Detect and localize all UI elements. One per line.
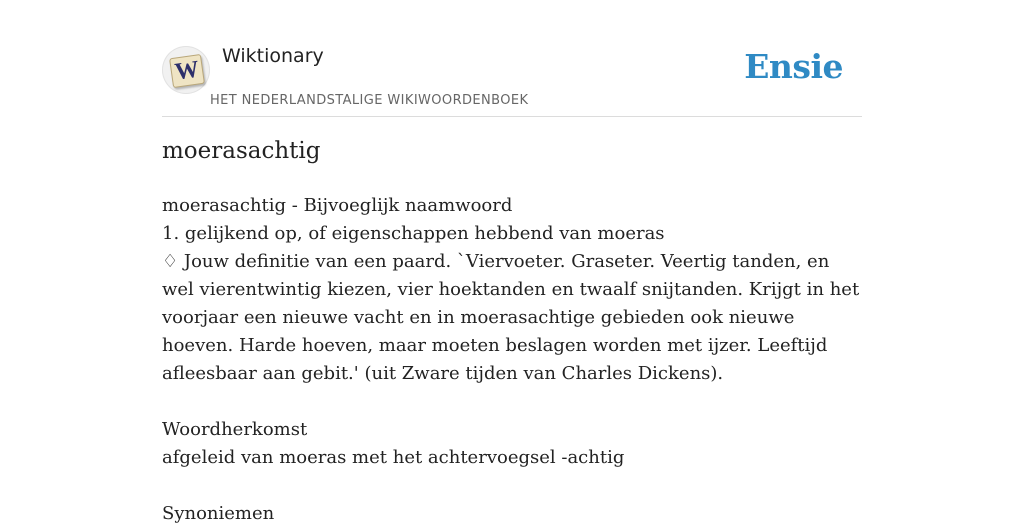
- site-tagline: HET NEDERLANDSTALIGE WIKIWOORDENBOEK: [210, 93, 529, 108]
- etymology-heading: Woordherkomst: [162, 419, 308, 440]
- entry-definition: 1. gelijkend op, of eigenschappen hebbend van moeras: [162, 223, 665, 244]
- entry-headline: moerasachtig - Bijvoeglijk naamwoord: [162, 195, 513, 216]
- synonyms-heading: Synoniemen: [162, 503, 275, 524]
- spacer: [162, 472, 862, 500]
- etymology-text: afgeleid van moeras met het achtervoegsel -achtig: [162, 447, 625, 468]
- entry-example: ♢ Jouw definitie van een paard. `Viervoeter. Graseter. Veertig tanden, en wel vierentwintig kiezen, vier hoektanden en twaalf snijtanden. Krijgt in het voorjaar een nieuwe vacht en in moerasachtige gebieden ook nieuwe hoeven. Harde hoeven, maar moeten beslagen worden met ijzer. Leeftijd afleesbaar aan gebit.' (uit Zware tijden van Charles Dickens).: [162, 251, 860, 384]
- spacer: [162, 388, 862, 416]
- site-header: [162, 0, 862, 117]
- page-container: [162, 0, 862, 524]
- wiktionary-logo[interactable]: [162, 46, 210, 94]
- page-title: moerasachtig: [162, 138, 321, 164]
- entry-content: [162, 192, 862, 528]
- ensie-brand-link[interactable]: Ensie: [744, 47, 843, 86]
- wiktionary-logo-icon: W: [169, 54, 205, 88]
- site-name[interactable]: Wiktionary: [222, 45, 324, 67]
